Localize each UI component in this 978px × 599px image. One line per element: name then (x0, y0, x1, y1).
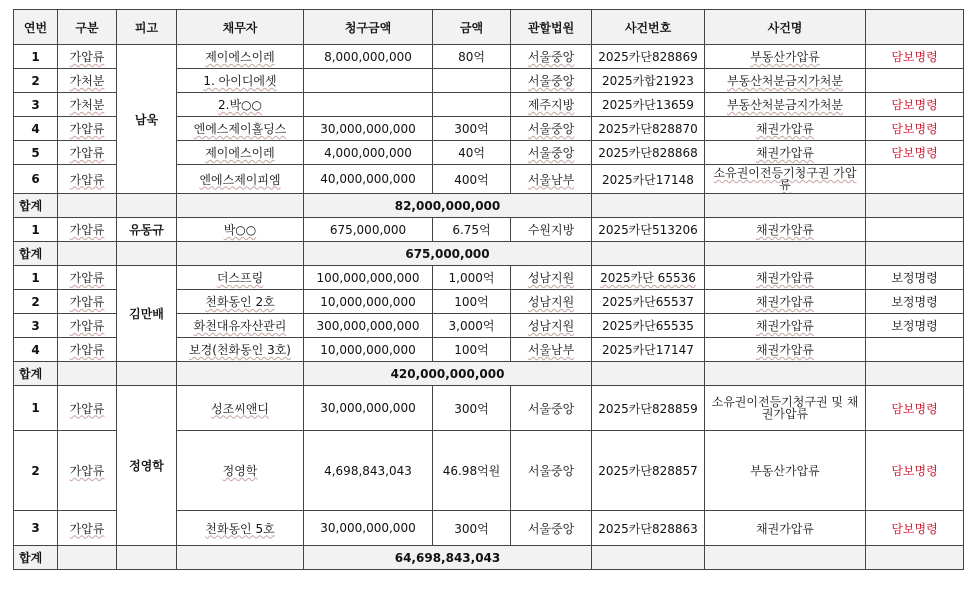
total-empty-cell (117, 546, 177, 570)
total-empty-cell (705, 362, 866, 386)
court-cell: 성남지원 (511, 314, 592, 338)
debtor-cell: 엔에스제이홀딩스 (177, 117, 304, 141)
case-number-cell: 2025카단17148 (592, 165, 705, 194)
court-cell: 서울중앙 (511, 45, 592, 69)
note-cell (866, 338, 964, 362)
header-cell-amount: 금액 (433, 10, 511, 45)
header-cell-defendant: 피고 (117, 10, 177, 45)
case-name-cell: 채권가압류 (705, 141, 866, 165)
amount-cell: 6.75억 (433, 218, 511, 242)
type-cell: 가압류 (58, 45, 117, 69)
case-name-cell: 부동산가압류 (705, 431, 866, 511)
type-cell: 가압류 (58, 266, 117, 290)
type-cell: 가압류 (58, 218, 117, 242)
total-empty-cell (592, 242, 705, 266)
note-cell: 담보명령 (866, 117, 964, 141)
amount-cell: 40억 (433, 141, 511, 165)
type-cell: 가압류 (58, 431, 117, 511)
case-number-cell: 2025카단828870 (592, 117, 705, 141)
table-row (14, 218, 964, 242)
total-empty-cell (866, 194, 964, 218)
total-empty-cell (592, 362, 705, 386)
case-table (13, 9, 964, 570)
total-empty-cell (177, 362, 304, 386)
total-label-cell: 합계 (14, 242, 58, 266)
total-empty-cell (177, 194, 304, 218)
total-label-cell: 합계 (14, 194, 58, 218)
row-number-cell: 4 (14, 117, 58, 141)
total-row (14, 194, 964, 218)
claim-amount-cell: 100,000,000,000 (304, 266, 433, 290)
claim-amount-cell: 4,698,843,043 (304, 431, 433, 511)
case-number-cell: 2025카단828857 (592, 431, 705, 511)
note-cell: 담보명령 (866, 431, 964, 511)
court-cell: 서울중앙 (511, 117, 592, 141)
debtor-cell: 박○○ (177, 218, 304, 242)
claim-amount-cell: 30,000,000,000 (304, 117, 433, 141)
table-row (14, 266, 964, 290)
row-number-cell: 6 (14, 165, 58, 194)
type-cell: 가압류 (58, 141, 117, 165)
total-label-cell: 합계 (14, 362, 58, 386)
case-name-cell: 채권가압류 (705, 218, 866, 242)
header-cell-debtor: 채무자 (177, 10, 304, 45)
debtor-cell: 엔에스제이피엠 (177, 165, 304, 194)
case-name-cell: 채권가압류 (705, 266, 866, 290)
claim-amount-cell: 8,000,000,000 (304, 45, 433, 69)
amount-cell (433, 69, 511, 93)
total-row (14, 242, 964, 266)
amount-cell: 400억 (433, 165, 511, 194)
case-name-cell: 소유권이전등기청구권 가압류 (705, 165, 866, 194)
total-empty-cell (117, 242, 177, 266)
total-empty-cell (866, 362, 964, 386)
case-number-cell: 2025카단828859 (592, 386, 705, 431)
total-empty-cell (177, 546, 304, 570)
header-row (14, 10, 964, 45)
row-number-cell: 2 (14, 69, 58, 93)
court-cell: 서울중앙 (511, 69, 592, 93)
case-number-cell: 2025카단 65536 (592, 266, 705, 290)
debtor-cell: 제이에스이레 (177, 141, 304, 165)
case-name-cell: 부동산처분금지가처분 (705, 93, 866, 117)
row-number-cell: 3 (14, 93, 58, 117)
court-cell: 서울중앙 (511, 431, 592, 511)
claim-amount-cell: 40,000,000,000 (304, 165, 433, 194)
claim-amount-cell: 675,000,000 (304, 218, 433, 242)
total-empty-cell (705, 242, 866, 266)
debtor-cell: 화천대유자산관리 (177, 314, 304, 338)
header-cell-note (866, 10, 964, 45)
total-empty-cell (592, 546, 705, 570)
note-cell: 보정명령 (866, 290, 964, 314)
debtor-cell: 더스프링 (177, 266, 304, 290)
amount-cell: 1,000억 (433, 266, 511, 290)
header-cell-claim: 청구금액 (304, 10, 433, 45)
total-amount-cell: 82,000,000,000 (304, 194, 592, 218)
total-empty-cell (866, 242, 964, 266)
case-name-cell: 채권가압류 (705, 511, 866, 546)
case-name-cell: 채권가압류 (705, 338, 866, 362)
debtor-cell: 성조씨앤디 (177, 386, 304, 431)
amount-cell: 300억 (433, 511, 511, 546)
total-row (14, 362, 964, 386)
case-number-cell: 2025카단17147 (592, 338, 705, 362)
type-cell: 가압류 (58, 511, 117, 546)
case-name-cell: 부동산가압류 (705, 45, 866, 69)
row-number-cell: 1 (14, 386, 58, 431)
amount-cell: 100억 (433, 338, 511, 362)
amount-cell: 100억 (433, 290, 511, 314)
case-number-cell: 2025카단513206 (592, 218, 705, 242)
claim-amount-cell (304, 69, 433, 93)
claim-amount-cell (304, 93, 433, 117)
debtor-cell: 보경(천화동인 3호) (177, 338, 304, 362)
type-cell: 가처분 (58, 93, 117, 117)
case-number-cell: 2025카단65535 (592, 314, 705, 338)
court-cell: 성남지원 (511, 266, 592, 290)
claim-amount-cell: 300,000,000,000 (304, 314, 433, 338)
total-amount-cell: 675,000,000 (304, 242, 592, 266)
total-empty-cell (177, 242, 304, 266)
amount-cell: 80억 (433, 45, 511, 69)
total-empty-cell (705, 546, 866, 570)
row-number-cell: 1 (14, 218, 58, 242)
type-cell: 가처분 (58, 69, 117, 93)
court-cell: 수원지방 (511, 218, 592, 242)
row-number-cell: 2 (14, 290, 58, 314)
debtor-cell: 천화동인 2호 (177, 290, 304, 314)
total-empty-cell (58, 546, 117, 570)
table-body (14, 45, 964, 570)
type-cell: 가압류 (58, 290, 117, 314)
claim-amount-cell: 10,000,000,000 (304, 290, 433, 314)
total-empty-cell (117, 194, 177, 218)
table-row (14, 386, 964, 431)
total-empty-cell (117, 362, 177, 386)
row-number-cell: 3 (14, 314, 58, 338)
table-row (14, 45, 964, 69)
case-number-cell: 2025카단828868 (592, 141, 705, 165)
header-cell-no: 연번 (14, 10, 58, 45)
court-cell: 성남지원 (511, 290, 592, 314)
header-cell-case-no: 사건번호 (592, 10, 705, 45)
note-cell: 담보명령 (866, 93, 964, 117)
court-cell: 서울남부 (511, 165, 592, 194)
total-empty-cell (58, 242, 117, 266)
debtor-cell: 정영학 (177, 431, 304, 511)
case-name-cell: 채권가압류 (705, 314, 866, 338)
case-number-cell: 2025카합21923 (592, 69, 705, 93)
note-cell: 담보명령 (866, 45, 964, 69)
total-empty-cell (58, 194, 117, 218)
header-cell-court: 관할법원 (511, 10, 592, 45)
court-cell: 서울중앙 (511, 511, 592, 546)
total-row (14, 546, 964, 570)
case-number-cell: 2025카단828863 (592, 511, 705, 546)
court-cell: 서울남부 (511, 338, 592, 362)
debtor-cell: 제이에스이레 (177, 45, 304, 69)
total-empty-cell (705, 194, 866, 218)
case-number-cell: 2025카단828869 (592, 45, 705, 69)
header-cell-type: 구분 (58, 10, 117, 45)
case-number-cell: 2025카단65537 (592, 290, 705, 314)
court-cell: 서울중앙 (511, 141, 592, 165)
note-cell: 담보명령 (866, 386, 964, 431)
claim-amount-cell: 30,000,000,000 (304, 386, 433, 431)
defendant-cell: 정영학 (117, 386, 177, 546)
total-amount-cell: 64,698,843,043 (304, 546, 592, 570)
amount-cell: 300억 (433, 117, 511, 141)
note-cell: 담보명령 (866, 141, 964, 165)
debtor-cell: 1. 아이디에셋 (177, 69, 304, 93)
note-cell: 보정명령 (866, 266, 964, 290)
row-number-cell: 1 (14, 266, 58, 290)
type-cell: 가압류 (58, 314, 117, 338)
type-cell: 가압류 (58, 165, 117, 194)
debtor-cell: 천화동인 5호 (177, 511, 304, 546)
type-cell: 가압류 (58, 338, 117, 362)
case-name-cell: 채권가압류 (705, 117, 866, 141)
court-cell: 제주지방 (511, 93, 592, 117)
row-number-cell: 4 (14, 338, 58, 362)
type-cell: 가압류 (58, 117, 117, 141)
case-name-cell: 소유권이전등기청구권 및 채권가압류 (705, 386, 866, 431)
total-empty-cell (592, 194, 705, 218)
note-cell (866, 165, 964, 194)
case-name-cell: 채권가압류 (705, 290, 866, 314)
total-amount-cell: 420,000,000,000 (304, 362, 592, 386)
amount-cell: 46.98억원 (433, 431, 511, 511)
note-cell: 담보명령 (866, 511, 964, 546)
claim-amount-cell: 10,000,000,000 (304, 338, 433, 362)
row-number-cell: 1 (14, 45, 58, 69)
amount-cell: 3,000억 (433, 314, 511, 338)
defendant-cell: 김만배 (117, 266, 177, 362)
debtor-cell: 2.박○○ (177, 93, 304, 117)
defendant-cell: 유동규 (117, 218, 177, 242)
total-empty-cell (866, 546, 964, 570)
header-cell-case-name: 사건명 (705, 10, 866, 45)
note-cell (866, 69, 964, 93)
total-label-cell: 합계 (14, 546, 58, 570)
court-cell: 서울중앙 (511, 386, 592, 431)
amount-cell: 300억 (433, 386, 511, 431)
claim-amount-cell: 4,000,000,000 (304, 141, 433, 165)
case-number-cell: 2025카단13659 (592, 93, 705, 117)
amount-cell (433, 93, 511, 117)
type-cell: 가압류 (58, 386, 117, 431)
note-cell: 보정명령 (866, 314, 964, 338)
row-number-cell: 5 (14, 141, 58, 165)
total-empty-cell (58, 362, 117, 386)
note-cell (866, 218, 964, 242)
case-name-cell: 부동산처분금지가처분 (705, 69, 866, 93)
claim-amount-cell: 30,000,000,000 (304, 511, 433, 546)
row-number-cell: 2 (14, 431, 58, 511)
defendant-cell: 남욱 (117, 45, 177, 194)
row-number-cell: 3 (14, 511, 58, 546)
